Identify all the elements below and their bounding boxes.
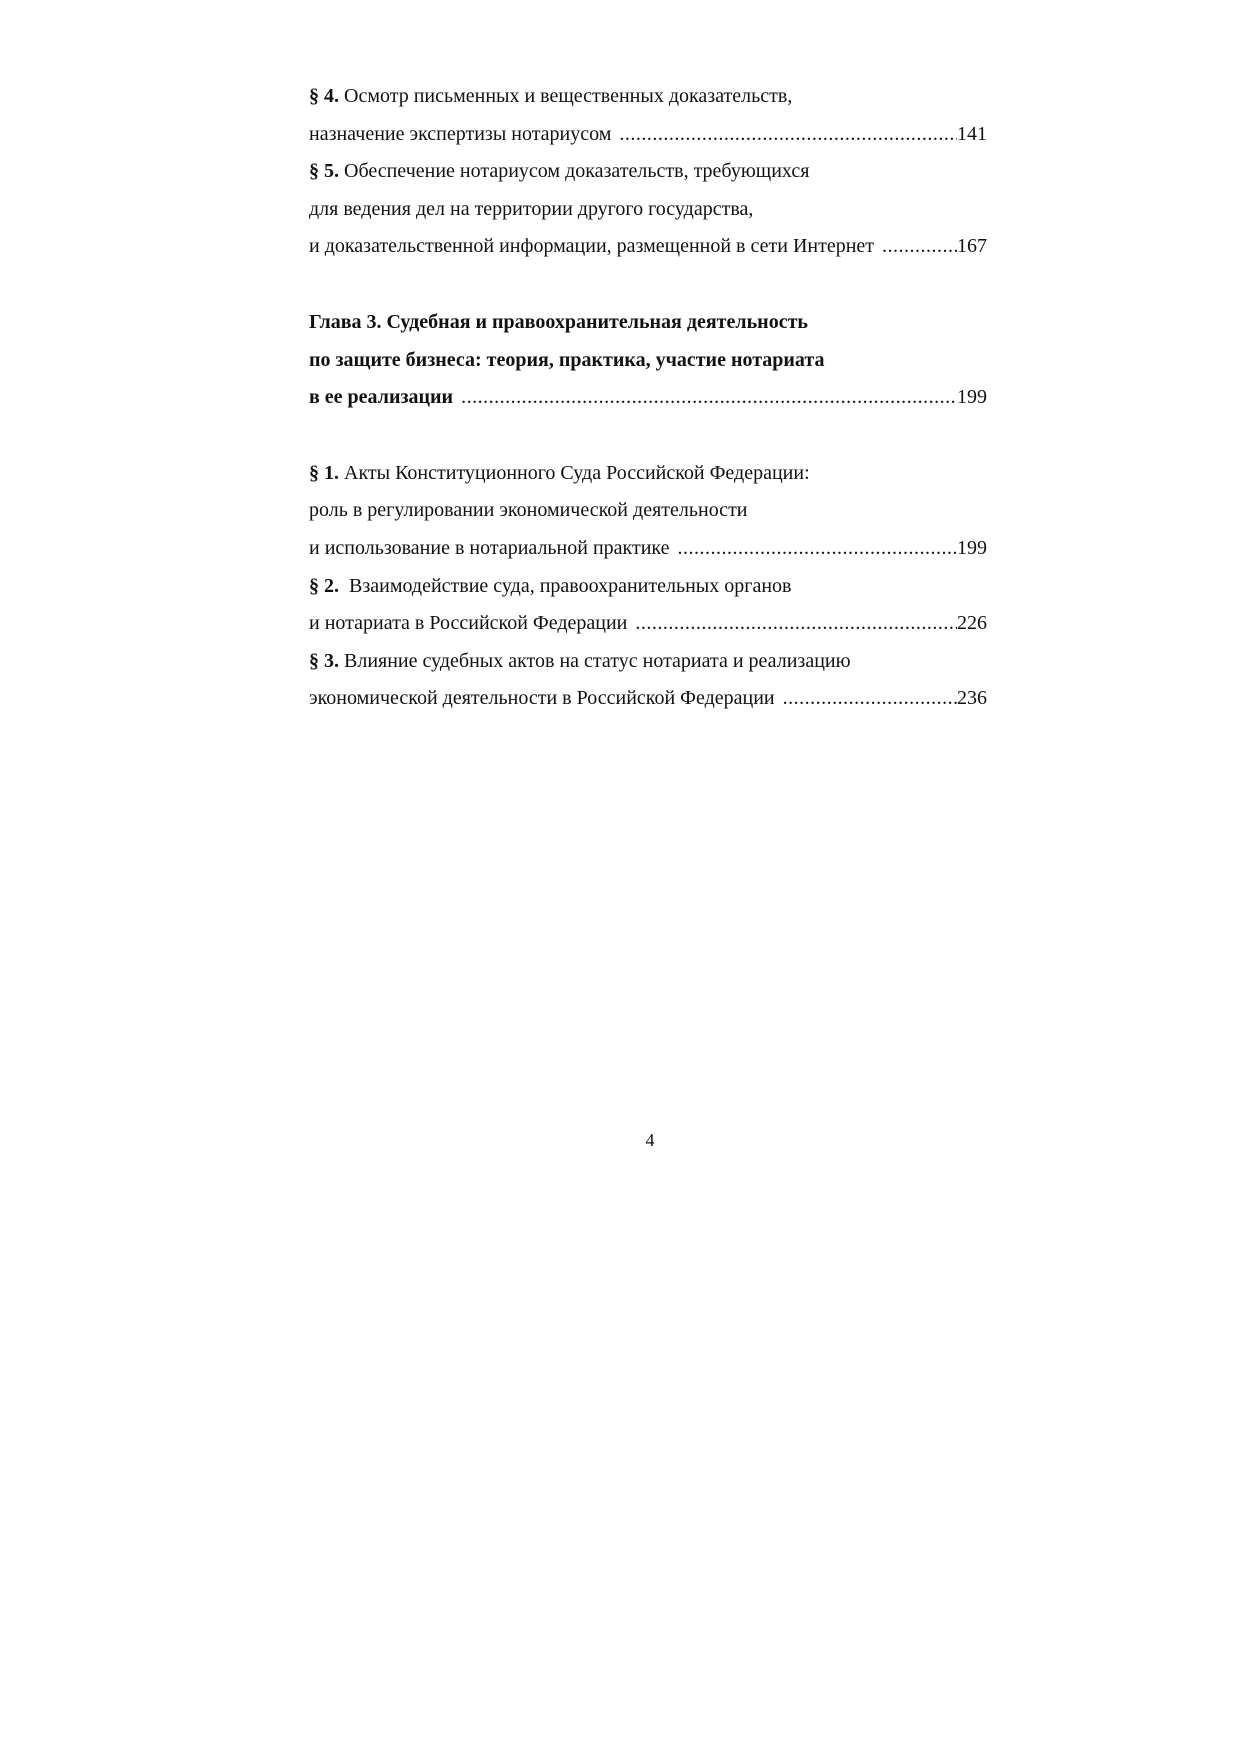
section-title: Влияние судебных актов на статус нотариата и реализацию xyxy=(339,649,851,672)
toc-entry-leader-line xyxy=(309,116,987,154)
toc-entry-leader-line xyxy=(309,680,987,718)
dot-leader xyxy=(635,605,957,643)
toc-entry-leader-line xyxy=(309,228,987,266)
section-title-continued: экономической деятельности в Российской Федерации xyxy=(309,687,775,710)
section-title-continued: и использование в нотариальной практике xyxy=(309,536,670,559)
page-ref: 199 xyxy=(957,386,987,409)
chapter-title: Глава 3. Судебная и правоохранительная деятельность xyxy=(309,310,808,333)
page-ref: 236 xyxy=(957,687,987,710)
section-title-continued: роль в регулировании экономической деятельности xyxy=(309,499,748,522)
section-title: Осмотр письменных и вещественных доказательств, xyxy=(339,85,793,107)
toc-entry-title-line xyxy=(309,78,987,116)
toc-entry-title-line xyxy=(309,153,987,191)
section-title-continued: назначение экспертизы нотариусом xyxy=(309,122,612,145)
chapter-title-continued: по защите бизнеса: теория, практика, участие нотариата xyxy=(309,348,825,371)
section-title-continued: для ведения дел на территории другого государства, xyxy=(309,197,754,220)
dot-leader xyxy=(461,379,957,417)
toc-entry-title-line xyxy=(309,455,987,493)
dot-leader xyxy=(619,116,957,154)
section-number: § 2. xyxy=(309,574,339,597)
toc-entry-title-line xyxy=(309,568,987,606)
toc-entry-ch3-section-2 xyxy=(309,568,987,643)
page-ref: 199 xyxy=(957,536,987,559)
toc-entry-section-5 xyxy=(309,153,987,266)
toc-entry-ch3-section-1 xyxy=(309,455,987,568)
dot-leader xyxy=(882,228,957,266)
toc-entry-leader-line xyxy=(309,530,987,568)
page-number: 4 xyxy=(645,1130,655,1150)
section-title: Обеспечение нотариусом доказательств, требующихся xyxy=(339,160,810,183)
section-title: Взаимодействие суда, правоохранительных органов xyxy=(339,574,792,597)
section-title-continued: и нотариата в Российской Федерации xyxy=(309,612,628,635)
table-of-contents xyxy=(309,78,987,718)
toc-entry-leader-line xyxy=(309,605,987,643)
section-number: § 1. xyxy=(309,461,339,484)
section-number: § 4. xyxy=(309,85,339,107)
section-number: § 3. xyxy=(309,649,339,672)
section-number: § 5. xyxy=(309,160,339,183)
dot-leader xyxy=(678,530,957,568)
spacer xyxy=(309,266,987,304)
toc-entry-section-4 xyxy=(309,78,987,153)
toc-entry-chapter-3 xyxy=(309,304,987,417)
section-title-continued: и доказательственной информации, размещенной в сети Интернет xyxy=(309,235,875,258)
page-ref: 167 xyxy=(957,235,987,258)
page-ref: 226 xyxy=(957,612,987,635)
section-title: Акты Конституционного Суда Российской Федерации: xyxy=(339,461,810,484)
toc-entry-leader-line xyxy=(309,379,987,417)
chapter-title-continued: в ее реализации xyxy=(309,386,454,409)
spacer xyxy=(309,417,987,455)
page-ref: 141 xyxy=(957,122,987,145)
dot-leader xyxy=(783,680,957,718)
toc-entry-title-line xyxy=(309,643,987,681)
toc-entry-ch3-section-3 xyxy=(309,643,987,718)
